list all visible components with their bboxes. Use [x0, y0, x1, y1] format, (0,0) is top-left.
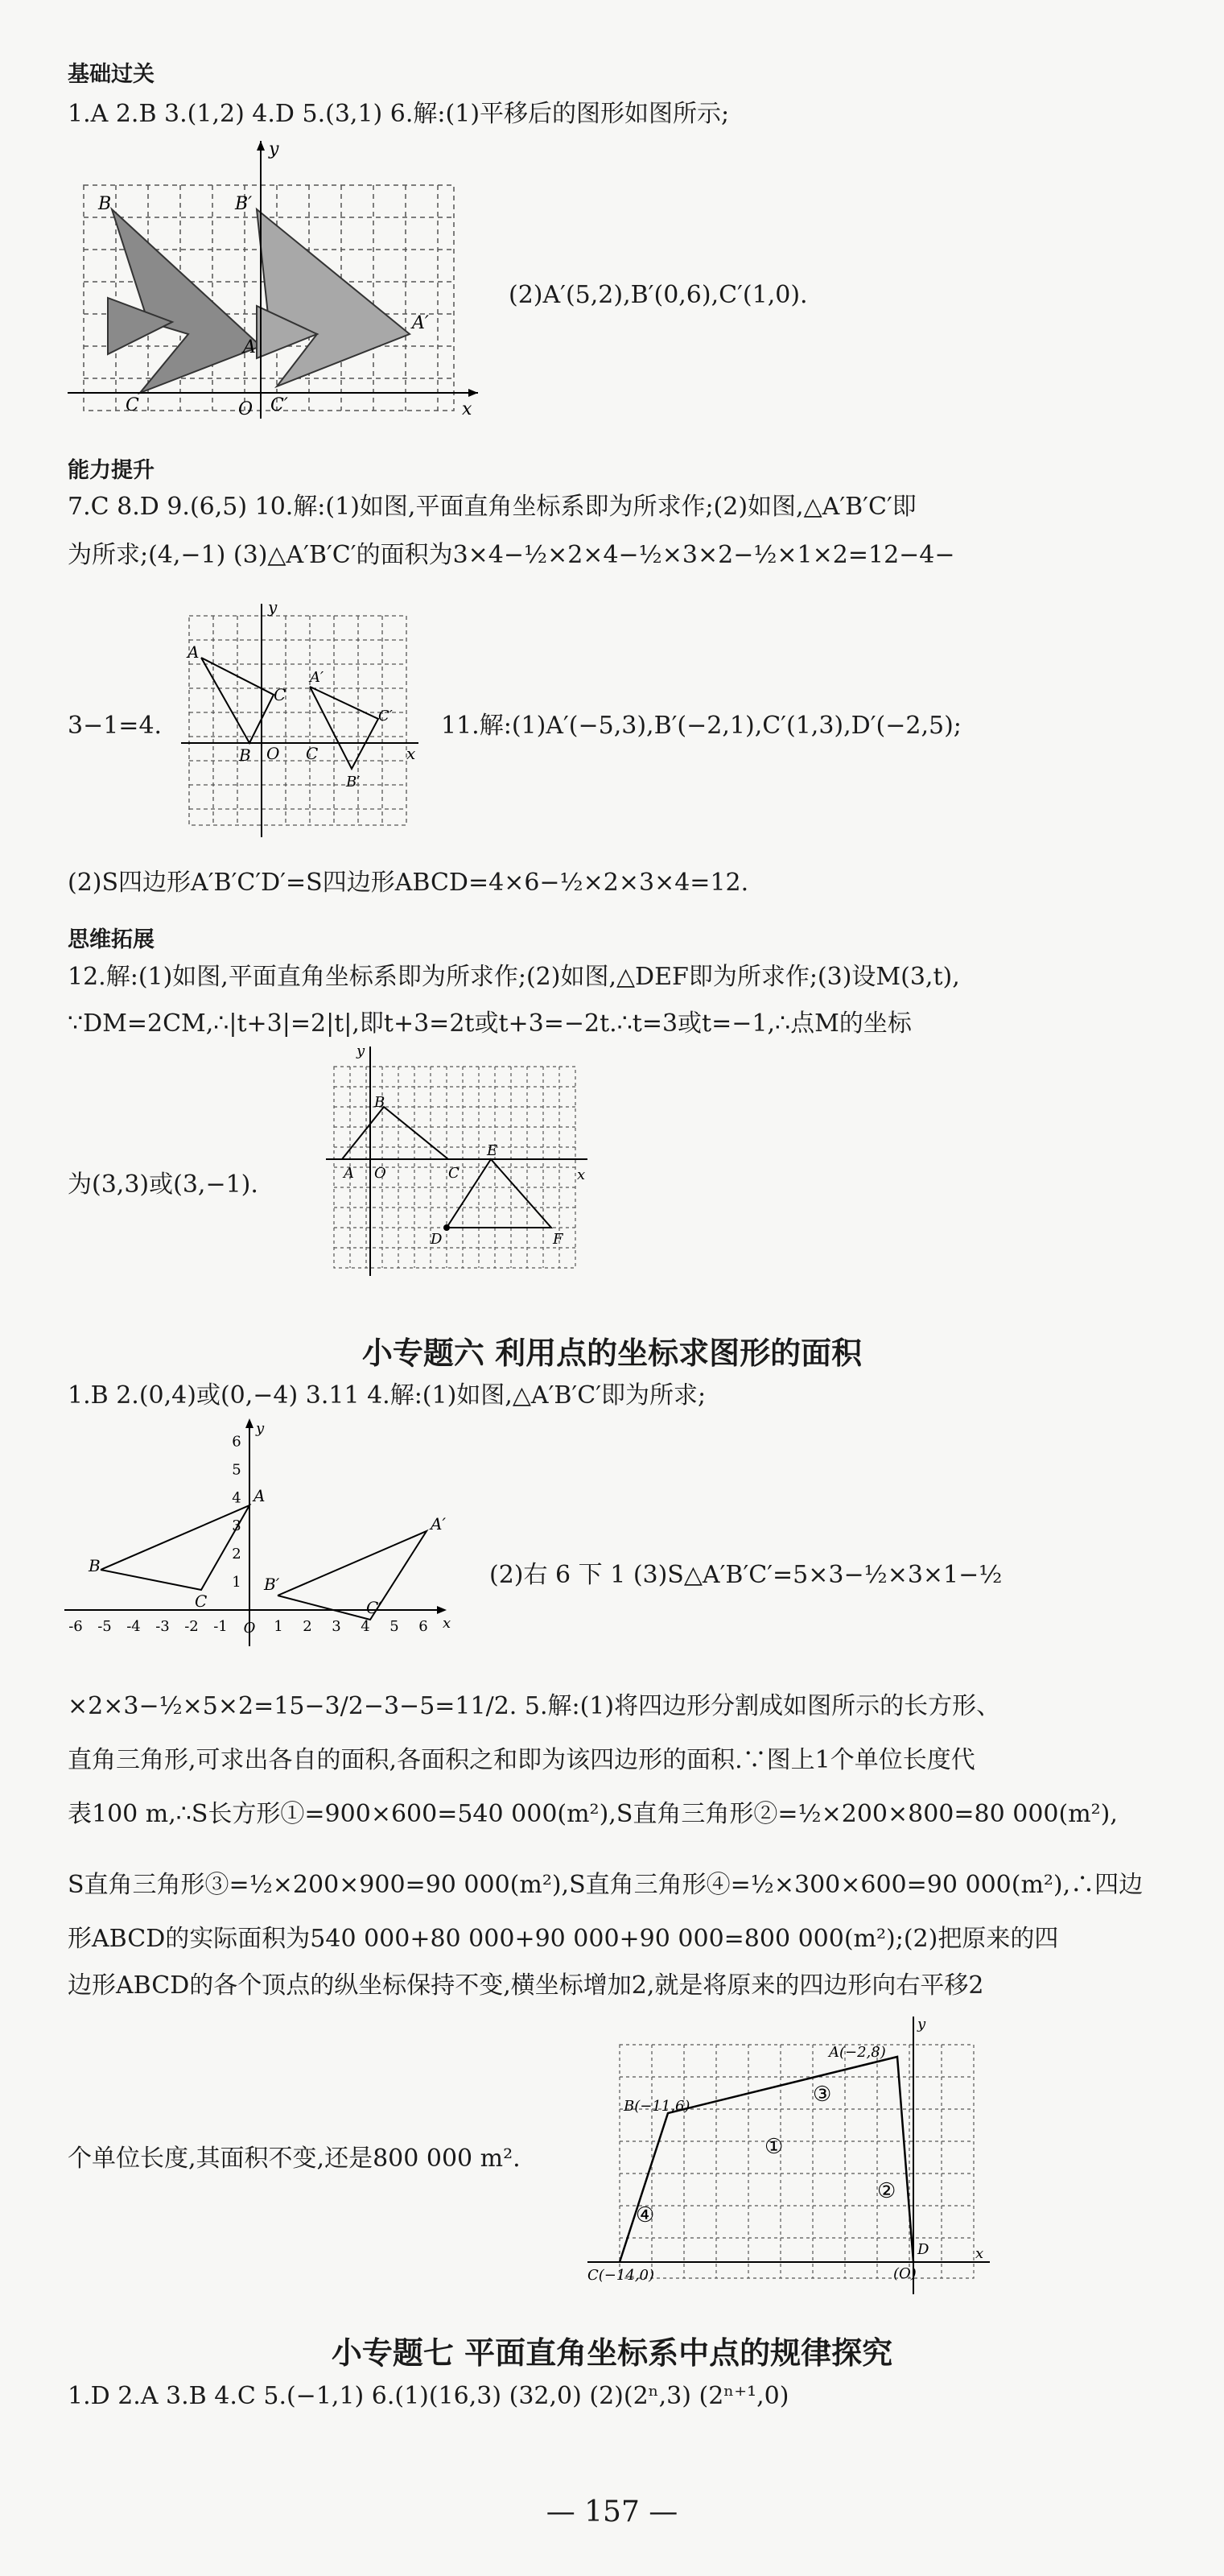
- heading-extend: 思维拓展: [68, 927, 155, 952]
- region-1: ①: [764, 2135, 784, 2159]
- figure-triangle-translate: [181, 600, 422, 841]
- x-axis-label: x: [443, 1615, 451, 1632]
- topic-title-7: 小专题七 平面直角坐标系中点的规律探究: [331, 2335, 893, 2371]
- label-A-prime: A′: [412, 313, 429, 333]
- label-D-point: D: [917, 2241, 929, 2258]
- label-B-prime: B′: [346, 774, 361, 791]
- label-B-prime: B′: [235, 194, 253, 214]
- answer-line: 1.A 2.B 3.(1,2) 4.D 5.(3,1) 6.解:(1)平移后的图形如图所示;: [68, 100, 730, 128]
- answer-line: 7.C 8.D 9.(6,5) 10.解:(1)如图,平面直角坐标系即为所求作;(2)如图,△A′B′C′即: [68, 493, 917, 521]
- label-A: A: [253, 1486, 266, 1505]
- figure-coordinate-triangles: [56, 1417, 459, 1658]
- answer-line: 11.解:(1)A′(−5,3),B′(−2,1),C′(1,3),D′(−2,5);: [441, 712, 962, 740]
- x-tick-label: 6: [418, 1618, 428, 1635]
- label-C: C: [274, 685, 286, 704]
- y-tick-label: 5: [232, 1461, 241, 1479]
- label-B-prime: B′: [264, 1575, 280, 1594]
- x-tick-label: 1: [274, 1618, 283, 1635]
- label-C-prime: C′: [270, 395, 288, 415]
- x-tick-label: -5: [97, 1618, 112, 1635]
- answer-line: 12.解:(1)如图,平面直角坐标系即为所求作;(2)如图,△DEF即为所求作;(3)设M(3,t),: [68, 963, 960, 991]
- region-3: ③: [813, 2083, 832, 2107]
- y-axis-label: y: [356, 1042, 365, 1059]
- origin-label: O: [266, 744, 280, 763]
- label-A-prime: A′: [310, 669, 324, 686]
- x-tick-label: -6: [68, 1618, 83, 1635]
- y-tick-label: 1: [232, 1574, 241, 1591]
- y-tick-label: 3: [232, 1517, 241, 1535]
- label-C-point: C(−14,0): [587, 2267, 654, 2284]
- figure-def-triangle: [326, 1042, 591, 1276]
- answer-line: 个单位长度,其面积不变,还是800 000 m².: [68, 2145, 521, 2173]
- answer-line: 3−1=4.: [68, 712, 163, 740]
- answer-line: (2)S四边形A′B′C′D′=S四边形ABCD=4×6−½×2×3×4=12.: [68, 869, 749, 897]
- label-B: B: [98, 194, 112, 214]
- heading-basic: 基础过关: [68, 62, 155, 87]
- x-tick-label: -1: [213, 1618, 228, 1635]
- label-B: B: [89, 1556, 101, 1575]
- label-C-prime: C′: [366, 1598, 382, 1617]
- x-axis-label: x: [406, 744, 416, 763]
- x-axis-label: x: [975, 2245, 984, 2262]
- answer-line: 1.D 2.A 3.B 4.C 5.(−1,1) 6.(1)(16,3) (32,0) (2)(2ⁿ,3) (2ⁿ⁺¹,0): [68, 2382, 789, 2410]
- label-A-prime: A′: [431, 1514, 446, 1534]
- y-axis-label: y: [917, 2016, 926, 2033]
- answer-line: 边形ABCD的各个顶点的纵坐标保持不变,横坐标增加2,就是将原来的四边形向右平移2: [68, 1971, 984, 2000]
- x-tick-label: -4: [126, 1618, 141, 1635]
- x-tick-label: -2: [184, 1618, 199, 1635]
- answer-line: 为所求;(4,−1) (3)△A′B′C′的面积为3×4−½×2×4−½×3×2−½×1×2=12−4−: [68, 541, 955, 569]
- label-F: F: [553, 1231, 563, 1248]
- label-C: C: [195, 1591, 208, 1611]
- answer-line: (2)A′(5,2),B′(0,6),C′(1,0).: [509, 281, 808, 309]
- answer-line: ×2×3−½×5×2=15−3/2−3−5=11/2. 5.解:(1)将四边形分割成如图所示的长方形、: [68, 1692, 1001, 1720]
- label-A: A: [188, 642, 200, 662]
- figure-quadrilateral: [587, 2013, 998, 2302]
- label-B: B: [374, 1094, 385, 1111]
- answer-line: ∵DM=2CM,∴|t+3|=2|t|,即t+3=2t或t+3=−2t.∴t=3或t=−1,∴点M的坐标: [68, 1009, 912, 1038]
- y-axis-label: y: [268, 600, 278, 617]
- label-C-prime: C′: [378, 708, 393, 724]
- y-axis-label: y: [256, 1420, 265, 1437]
- answer-line: 直角三角形,可求出各自的面积,各面积之和即为该四边形的面积.∵图上1个单位长度代: [68, 1746, 975, 1774]
- answer-line: 1.B 2.(0,4)或(0,−4) 3.11 4.解:(1)如图,△A′B′C′即为所求;: [68, 1381, 707, 1410]
- label-origin: (O): [893, 2265, 917, 2282]
- label-A: A: [243, 337, 256, 357]
- page-number: — 157 —: [546, 2496, 678, 2529]
- x-tick-label: 2: [303, 1618, 312, 1635]
- heading-improve: 能力提升: [68, 458, 155, 483]
- label-A: A: [344, 1165, 354, 1182]
- answer-line: 为(3,3)或(3,−1).: [68, 1170, 258, 1199]
- topic-title-6: 小专题六 利用点的坐标求图形的面积: [361, 1335, 863, 1371]
- label-A-point: A(−2,8): [829, 2044, 886, 2061]
- origin-label: O: [243, 1620, 256, 1637]
- label-B-point: B(−11,6): [624, 2098, 690, 2115]
- x-tick-label: 3: [332, 1618, 341, 1635]
- region-2: ②: [877, 2179, 896, 2203]
- y-axis-label: y: [269, 139, 279, 159]
- x-tick-label: -3: [155, 1618, 170, 1635]
- origin-label: O: [374, 1165, 386, 1182]
- label-C-axis: C: [306, 744, 319, 763]
- x-axis-label: x: [577, 1166, 586, 1183]
- label-E: E: [487, 1142, 498, 1159]
- answer-line: 表100 m,∴S长方形①=900×600=540 000(m²),S直角三角形②=½×200×800=80 000(m²),: [68, 1800, 1118, 1828]
- label-C: C: [126, 395, 139, 415]
- answer-line: S直角三角形③=½×200×900=90 000(m²),S直角三角形④=½×300×600=90 000(m²),∴四边: [68, 1871, 1144, 1899]
- label-B: B: [239, 745, 251, 765]
- x-axis-label: x: [462, 399, 472, 419]
- x-tick-label: 4: [361, 1618, 370, 1635]
- answer-line: 形ABCD的实际面积为540 000+80 000+90 000+90 000=800 000(m²);(2)把原来的四: [68, 1925, 1059, 1953]
- y-tick-label: 2: [232, 1546, 241, 1563]
- y-tick-label: 6: [232, 1433, 241, 1451]
- answer-line: (2)右 6 下 1 (3)S△A′B′C′=5×3−½×3×1−½: [489, 1561, 1003, 1589]
- label-C: C: [448, 1165, 460, 1182]
- label-D: D: [431, 1231, 443, 1248]
- figure-translation: [68, 137, 486, 427]
- origin-label: O: [238, 399, 253, 419]
- region-4: ④: [636, 2203, 655, 2227]
- y-tick-label: 4: [232, 1489, 241, 1507]
- x-tick-label: 5: [389, 1618, 399, 1635]
